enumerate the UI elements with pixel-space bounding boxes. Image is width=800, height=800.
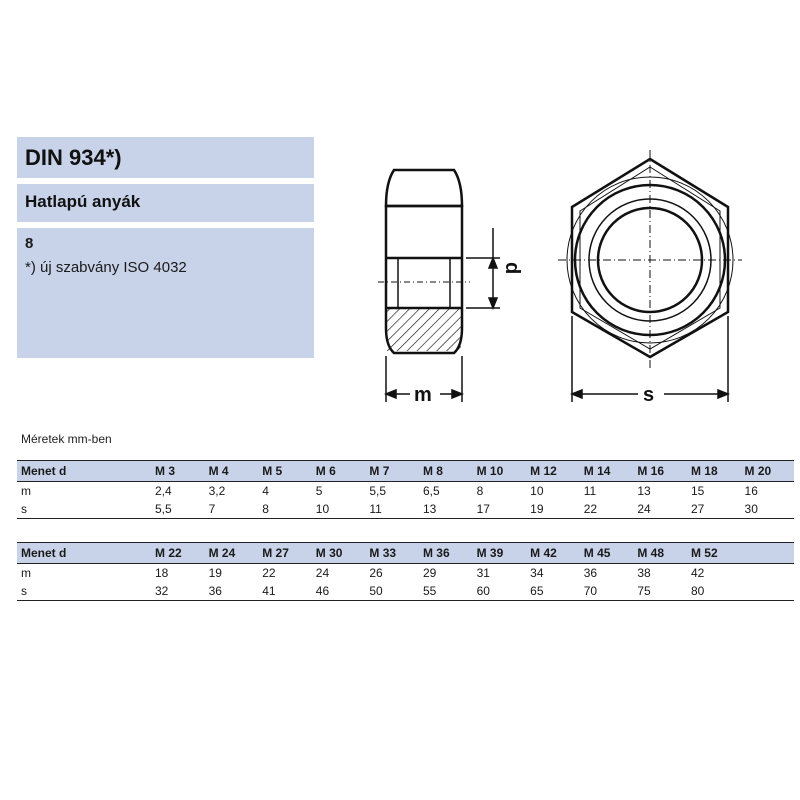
table-cell: 41 — [258, 582, 312, 601]
header-cell: M 8 — [419, 461, 473, 482]
table-cell: 17 — [473, 500, 527, 519]
table-cell: 6,5 — [422, 484, 440, 498]
table-cell: 16 — [744, 484, 758, 498]
header-cell: Menet d — [17, 543, 151, 564]
strength-class: 8 — [25, 235, 34, 252]
table-cell: 5,5 — [369, 484, 387, 498]
table-cell: 22 — [262, 566, 276, 580]
title-box — [17, 137, 314, 178]
table-cell: 11 — [583, 484, 597, 498]
header-cell: M 10 — [473, 461, 527, 482]
table-cell: 34 — [530, 566, 544, 580]
header-cell: M 45 — [580, 543, 634, 564]
table-cell: 24 — [315, 566, 330, 580]
table-cell: 75 — [633, 582, 687, 601]
table-cell: 55 — [419, 582, 473, 601]
hex-nut-drawing — [370, 140, 770, 415]
table-cell: 10 — [530, 484, 544, 498]
header-cell: M 18 — [687, 461, 741, 482]
table-row — [17, 482, 794, 501]
table-cell: 5,5 — [151, 500, 205, 519]
dimensions-table-1 — [17, 460, 794, 519]
table-cell: s — [17, 500, 151, 519]
header-cell: M 16 — [633, 461, 687, 482]
table-row — [17, 582, 794, 601]
header-cell: M 6 — [312, 461, 366, 482]
header-cell: M 48 — [633, 543, 687, 564]
header-cell: M 42 — [526, 543, 580, 564]
page-subtitle: Hatlapú anyák — [25, 192, 141, 211]
table-cell: 46 — [312, 582, 366, 601]
dimension-d — [466, 228, 500, 308]
page-title: DIN 934*) — [25, 145, 122, 170]
header-cell: M 33 — [365, 543, 419, 564]
table-cell: 5 — [315, 484, 323, 498]
table-cell: 60 — [473, 582, 527, 601]
table-cell: 31 — [476, 566, 490, 580]
table-cell: 36 — [583, 566, 598, 580]
table-cell — [741, 582, 795, 601]
dimension-label-s: s — [643, 384, 655, 406]
table-cell: 13 — [419, 500, 473, 519]
units-note: Méretek mm-ben — [21, 432, 112, 446]
header-cell: M 3 — [151, 461, 205, 482]
table-cell: 8 — [476, 484, 484, 498]
standard-note: *) új szabvány ISO 4032 — [25, 259, 187, 276]
info-box — [17, 228, 314, 358]
table-cell: 2,4 — [155, 484, 172, 498]
table-cell: 30 — [741, 500, 795, 519]
header-cell: M 20 — [741, 461, 795, 482]
table-row — [17, 500, 794, 519]
table-cell: 42 — [690, 566, 705, 580]
table-cell: 26 — [369, 566, 383, 580]
table-cell: 11 — [365, 500, 419, 519]
table-cell: 15 — [690, 484, 705, 498]
header-cell: M 24 — [205, 543, 259, 564]
header-cell: M 39 — [473, 543, 527, 564]
nut-side-view — [378, 170, 470, 353]
nut-top-view — [558, 150, 742, 368]
header-cell: M 22 — [151, 543, 205, 564]
header-cell: M 52 — [687, 543, 741, 564]
table-cell: 65 — [526, 582, 580, 601]
header-cell: M 30 — [312, 543, 366, 564]
table-cell: 19 — [526, 500, 580, 519]
table-cell: 29 — [422, 566, 437, 580]
table-cell: 13 — [637, 484, 651, 498]
table-cell: 32 — [151, 582, 205, 601]
table-cell: 7 — [205, 500, 259, 519]
subtitle-box — [17, 184, 314, 222]
table-cell: 50 — [365, 582, 419, 601]
dimension-label-d: d — [501, 262, 523, 275]
header-cell: M 14 — [580, 461, 634, 482]
dimension-label-m: m — [414, 384, 432, 406]
header-cell: M 27 — [258, 543, 312, 564]
table-cell: 3,2 — [208, 484, 226, 498]
header-cell: M 7 — [365, 461, 419, 482]
table-cell: 8 — [258, 500, 312, 519]
table-cell: 24 — [633, 500, 687, 519]
table-row — [17, 564, 794, 583]
table-cell: 19 — [208, 566, 222, 580]
header-cell: M 12 — [526, 461, 580, 482]
table-cell: 22 — [580, 500, 634, 519]
table-cell: 80 — [687, 582, 741, 601]
table-cell: 38 — [637, 566, 651, 580]
table-cell — [741, 564, 795, 583]
header-cell: M 5 — [258, 461, 312, 482]
table-cell: m — [21, 484, 31, 498]
table-header-row — [17, 543, 794, 564]
table-header-row — [17, 461, 794, 482]
header-cell: M 36 — [419, 543, 473, 564]
table-cell: m — [21, 566, 31, 580]
table-cell: 70 — [580, 582, 634, 601]
table-cell: 10 — [312, 500, 366, 519]
table-cell: 36 — [205, 582, 259, 601]
table-cell: 18 — [155, 566, 169, 580]
table-cell: 27 — [687, 500, 741, 519]
table-cell: 4 — [262, 484, 269, 498]
header-cell: M 4 — [205, 461, 259, 482]
header-cell — [741, 543, 795, 564]
header-cell: Menet d — [17, 461, 151, 482]
dimensions-table-2 — [17, 542, 794, 601]
table-cell: s — [17, 582, 151, 601]
